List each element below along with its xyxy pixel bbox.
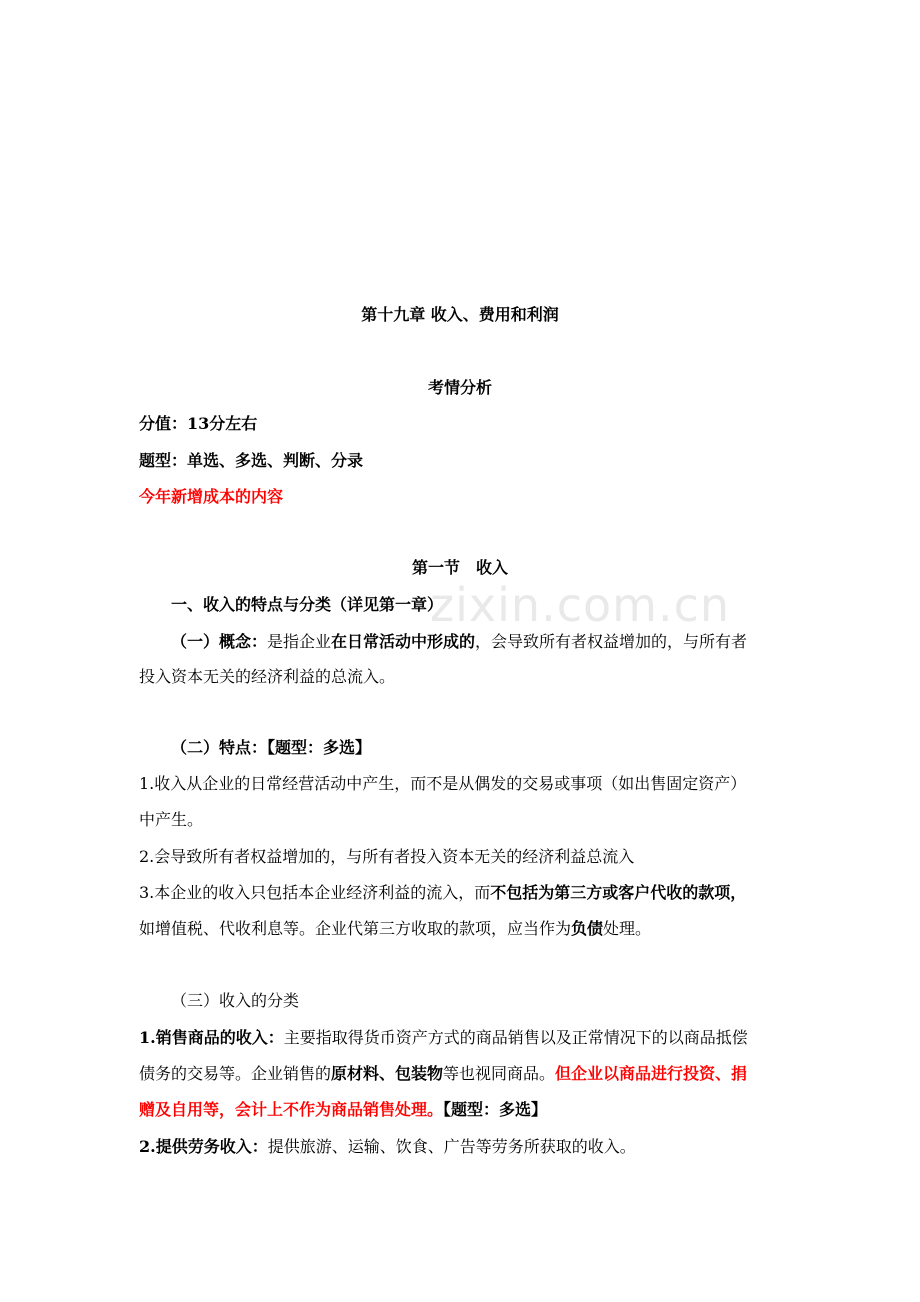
classification-item-1-line-1 [139,1027,748,1049]
feature-item-3-line-2-bold: 负债 [571,919,604,938]
concept-text-b: ，会导致所有者权益增加的，与所有者 [475,632,748,651]
feature-item-3-line-1 [139,882,746,904]
classification-item-2-label: 2.提供劳务收入： [139,1137,268,1156]
feature-item-3-line-2-end: 处理。 [603,919,652,938]
classification-heading: （三）收入的分类 [171,991,300,1010]
feature-item-3-bold: 不包括为第三方或客户代收的款项 [490,883,731,902]
concept-line-2: 投入资本无关的经济利益的总流入。 [139,667,396,686]
score-line: 分值：13分左右 [139,414,258,433]
classification-item-2-text: 提供旅游、运输、饮食、广告等劳务所获取的收入。 [267,1137,636,1156]
classification-item-1-line-2-text-b: 等也视同商品。 [443,1064,556,1083]
classification-item-1-text: 主要指取得货币资产方式的商品销售以及正常情况下的以商品抵偿 [283,1028,748,1047]
feature-item-3-line-2-text: 如增值税、代收利息等。企业代第三方收取的款项，应当作为 [139,919,572,938]
concept-line-1 [171,631,747,653]
classification-item-1-line-2-text-a: 债务的交易等。企业销售的 [139,1064,332,1083]
classification-item-1-line-2-bold: 原材料、包装物 [331,1064,444,1083]
feature-item-3-end: ， [730,883,747,902]
classification-item-1-line-3 [139,1099,547,1121]
chapter-title: 第十九章 收入、费用和利润 [361,305,559,324]
feature-item-1-line-2: 中产生。 [139,810,204,829]
question-types: 题型：单选、多选、判断、分录 [139,451,364,470]
classification-item-1-line-2-red: 但企业以商品进行投资、捐 [555,1064,748,1083]
watermark: zixin.com.cn [430,578,731,632]
feature-item-3-text: 3.本企业的收入只包括本企业经济利益的流入，而 [139,883,491,902]
classification-item-1-label: 1.销售商品的收入： [139,1028,284,1047]
classification-item-1-line-3-bold: 【题型：多选】 [443,1100,548,1119]
heading-one: 一、收入的特点与分类（详见第一章） [171,595,444,614]
feature-item-3-line-2 [139,918,651,940]
classification-item-1-line-2 [139,1063,747,1085]
section-title: 第一节 收入 [411,558,508,577]
analysis-title: 考情分析 [427,378,492,397]
concept-bold: 在日常活动中形成的 [331,632,476,651]
feature-item-2: 2.会导致所有者权益增加的，与所有者投入资本无关的经济利益总流入 [139,847,635,866]
features-heading: （二）特点：【题型：多选】 [171,738,372,757]
new-content-note: 今年新增成本的内容 [139,487,284,506]
concept-text-a: 是指企业 [267,632,332,651]
feature-item-1-line-1: 1.收入从企业的日常经营活动中产生，而不是从偶发的交易或事项（如出售固定资产） [139,774,747,793]
concept-label: （一）概念： [171,632,268,651]
classification-item-2 [139,1136,636,1158]
classification-item-1-line-3-red: 赠及自用等，会计上不作为商品销售处理。 [139,1100,444,1119]
